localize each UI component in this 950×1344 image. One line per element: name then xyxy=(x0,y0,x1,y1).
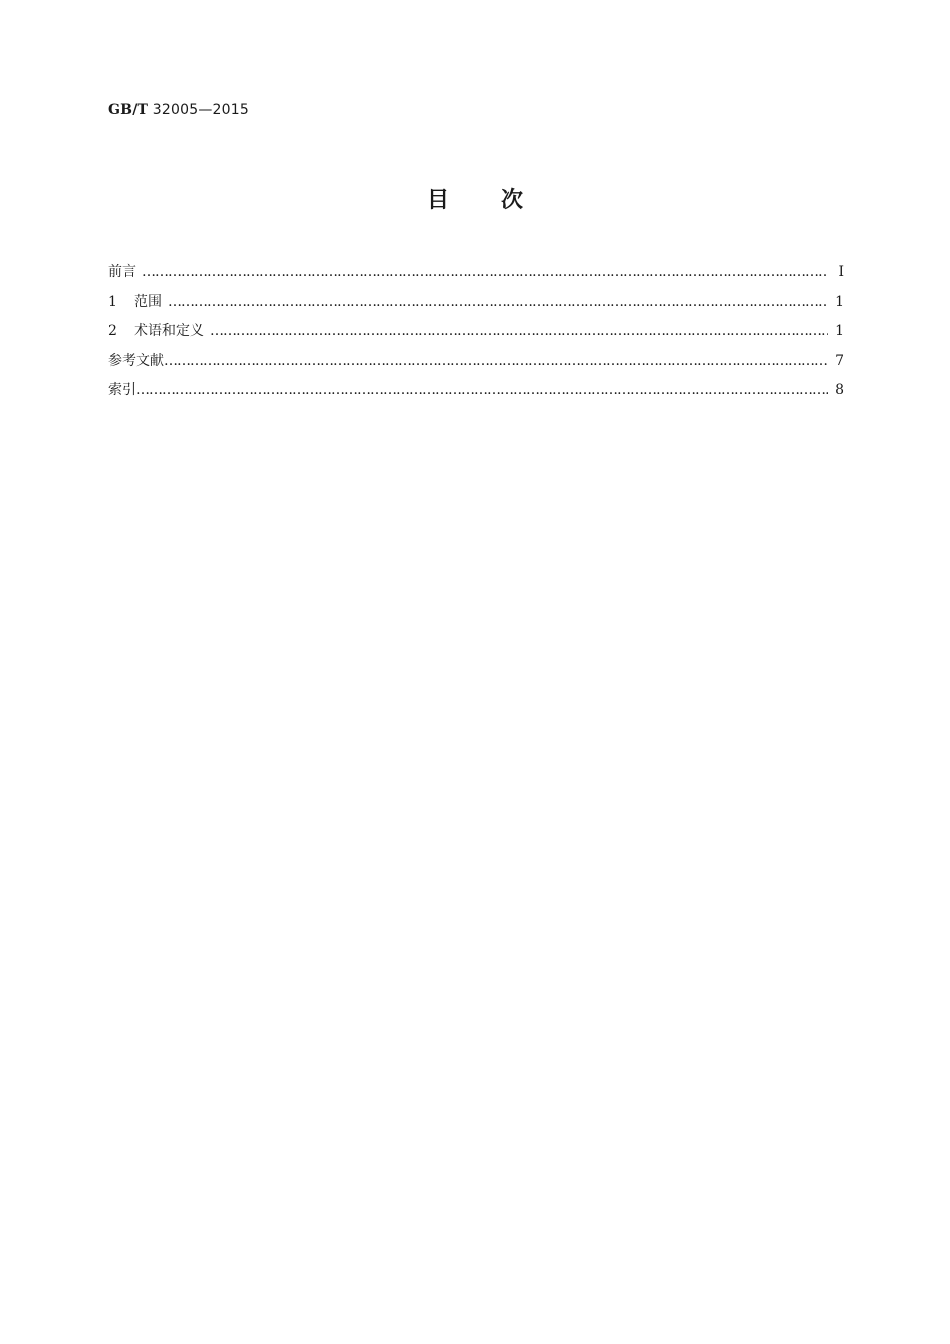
toc-entry-title: 术语和定义 xyxy=(134,323,204,339)
toc-dot-leader xyxy=(168,292,828,312)
toc-entry-foreword[interactable] xyxy=(108,262,844,292)
toc-section-number: 2 xyxy=(108,323,117,339)
toc-entry-index[interactable] xyxy=(108,380,844,410)
toc-page-number: 7 xyxy=(835,352,844,369)
toc-page-number: 8 xyxy=(835,382,844,398)
toc-entry-label: 索引 xyxy=(108,382,136,398)
toc-entry-label: 参考文献 xyxy=(108,352,164,369)
standard-prefix: GB/T xyxy=(108,102,149,118)
toc-dot-leader xyxy=(136,380,828,400)
toc-entry-bibliography[interactable] xyxy=(108,351,844,381)
toc-entry-scope[interactable] xyxy=(108,292,844,322)
table-of-contents xyxy=(108,262,844,410)
toc-entry-label xyxy=(108,292,162,312)
toc-dot-leader xyxy=(142,262,828,282)
toc-dot-leader xyxy=(210,321,828,341)
toc-entry-title: 范围 xyxy=(134,293,162,310)
toc-page-number: Ⅰ xyxy=(838,264,844,280)
standard-number: 32005—2015 xyxy=(152,102,249,118)
toc-section-number: 1 xyxy=(108,293,117,310)
standard-code xyxy=(108,102,249,118)
toc-dot-leader xyxy=(164,351,828,371)
toc-entry-label: 前言 xyxy=(108,264,136,280)
toc-page-number: 1 xyxy=(835,293,844,310)
toc-entry-terms[interactable] xyxy=(108,321,844,351)
toc-page-number: 1 xyxy=(835,323,844,339)
page-title: 目次 xyxy=(426,188,575,213)
toc-entry-label xyxy=(108,321,204,341)
